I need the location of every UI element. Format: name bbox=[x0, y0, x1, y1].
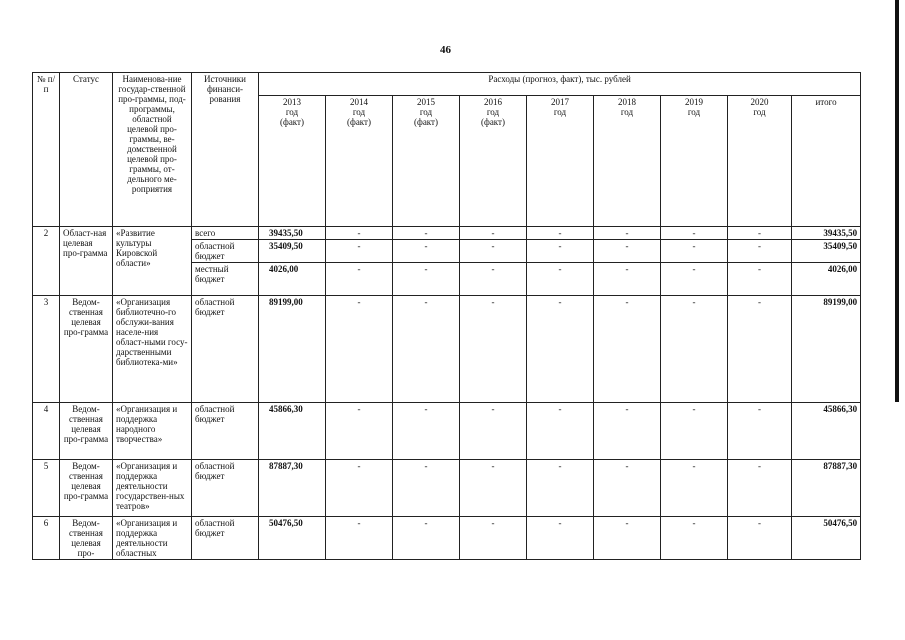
cell-2015: - bbox=[393, 403, 460, 460]
cell-2018: - bbox=[594, 227, 661, 240]
header-program-name: Наименова-ние государ-ственной про-граммы, под-программы, областной целевой про-граммы, ве-домственной целевой про-граммы, от-дельного ме-роприятия bbox=[113, 73, 192, 227]
cell-2018: - bbox=[594, 517, 661, 560]
cell-2014: - bbox=[326, 263, 393, 296]
header-year-2020: 2020 год bbox=[728, 96, 792, 227]
row-status: Област-ная целевая про-грамма bbox=[60, 227, 113, 296]
row-funding-source: всего bbox=[192, 227, 259, 240]
header-year-2019: 2019 год bbox=[661, 96, 728, 227]
cell-2014: - bbox=[326, 403, 393, 460]
cell-2018: - bbox=[594, 403, 661, 460]
scan-edge-bar bbox=[895, 0, 899, 402]
header-expenses: Расходы (прогноз, факт), тыс. рублей bbox=[259, 73, 861, 96]
cell-2017: - bbox=[527, 227, 594, 240]
header-funding-source: Источники финанси-рования bbox=[192, 73, 259, 227]
cell-2020: - bbox=[728, 240, 792, 263]
cell-2015: - bbox=[393, 517, 460, 560]
cell-2019: - bbox=[661, 263, 728, 296]
cell-2017: - bbox=[527, 517, 594, 560]
cell-2014: - bbox=[326, 460, 393, 517]
cell-2019: - bbox=[661, 227, 728, 240]
cell-2015: - bbox=[393, 240, 460, 263]
cell-2014: - bbox=[326, 227, 393, 240]
cell-2013: 45866,30 bbox=[259, 403, 326, 460]
header-year-2013: 2013 год (факт) bbox=[259, 96, 326, 227]
row-program-name: «Организация и поддержка деятельности областных bbox=[113, 517, 192, 560]
cell-total: 89199,00 bbox=[792, 296, 861, 403]
cell-2013: 89199,00 bbox=[259, 296, 326, 403]
cell-2019: - bbox=[661, 296, 728, 403]
cell-2020: - bbox=[728, 403, 792, 460]
cell-2020: - bbox=[728, 460, 792, 517]
row-num: 3 bbox=[33, 296, 60, 403]
row-num: 6 bbox=[33, 517, 60, 560]
cell-2015: - bbox=[393, 296, 460, 403]
cell-2013: 4026,00 bbox=[259, 263, 326, 296]
cell-2013: 39435,50 bbox=[259, 227, 326, 240]
header-total: итого bbox=[792, 96, 861, 227]
cell-2020: - bbox=[728, 227, 792, 240]
cell-total: 39435,50 bbox=[792, 227, 861, 240]
cell-2020: - bbox=[728, 263, 792, 296]
budget-table bbox=[32, 72, 861, 560]
row-program-name: «Организация и поддержка народного творчества» bbox=[113, 403, 192, 460]
table-row bbox=[33, 296, 861, 403]
cell-total: 50476,50 bbox=[792, 517, 861, 560]
cell-2013: 87887,30 bbox=[259, 460, 326, 517]
table-row bbox=[33, 227, 861, 240]
cell-2016: - bbox=[460, 517, 527, 560]
row-num: 4 bbox=[33, 403, 60, 460]
row-status: Ведом-ственная целевая про-грамма bbox=[60, 403, 113, 460]
row-funding-source: областной бюджет bbox=[192, 240, 259, 263]
cell-2013: 50476,50 bbox=[259, 517, 326, 560]
row-status: Ведом-ственная целевая про-грамма bbox=[60, 460, 113, 517]
cell-2017: - bbox=[527, 240, 594, 263]
cell-2017: - bbox=[527, 460, 594, 517]
table-row bbox=[33, 460, 861, 517]
row-num: 5 bbox=[33, 460, 60, 517]
table-row bbox=[33, 517, 861, 560]
header-num: № п/п bbox=[33, 73, 60, 227]
cell-2019: - bbox=[661, 403, 728, 460]
header-year-2017: 2017 год bbox=[527, 96, 594, 227]
cell-2017: - bbox=[527, 263, 594, 296]
cell-2014: - bbox=[326, 240, 393, 263]
cell-2020: - bbox=[728, 296, 792, 403]
cell-2017: - bbox=[527, 403, 594, 460]
cell-2016: - bbox=[460, 403, 527, 460]
table-row bbox=[33, 403, 861, 460]
cell-total: 35409,50 bbox=[792, 240, 861, 263]
cell-2019: - bbox=[661, 240, 728, 263]
row-status: Ведом-ственная целевая про-грамма bbox=[60, 296, 113, 403]
cell-2018: - bbox=[594, 240, 661, 263]
row-num: 2 bbox=[33, 227, 60, 296]
header-year-2014: 2014 год (факт) bbox=[326, 96, 393, 227]
cell-2014: - bbox=[326, 296, 393, 403]
page-number: 46 bbox=[440, 44, 451, 56]
row-funding-source: областной бюджет bbox=[192, 460, 259, 517]
cell-2019: - bbox=[661, 460, 728, 517]
row-program-name: «Организация библиотечно-го обслужи-вания населе-ния област-ными госу-дарственными библиотека-ми» bbox=[113, 296, 192, 403]
row-funding-source: местный бюджет bbox=[192, 263, 259, 296]
row-program-name: «Развитие культуры Кировской области» bbox=[113, 227, 192, 296]
cell-2015: - bbox=[393, 227, 460, 240]
cell-2013: 35409,50 bbox=[259, 240, 326, 263]
cell-2016: - bbox=[460, 240, 527, 263]
cell-2017: - bbox=[527, 296, 594, 403]
cell-2015: - bbox=[393, 263, 460, 296]
cell-2016: - bbox=[460, 460, 527, 517]
cell-2019: - bbox=[661, 517, 728, 560]
cell-total: 4026,00 bbox=[792, 263, 861, 296]
row-funding-source: областной бюджет bbox=[192, 296, 259, 403]
row-program-name: «Организация и поддержка деятельности государствен-ных театров» bbox=[113, 460, 192, 517]
cell-total: 45866,30 bbox=[792, 403, 861, 460]
cell-2018: - bbox=[594, 296, 661, 403]
cell-2016: - bbox=[460, 263, 527, 296]
cell-2018: - bbox=[594, 460, 661, 517]
header-year-2018: 2018 год bbox=[594, 96, 661, 227]
row-funding-source: областной бюджет bbox=[192, 403, 259, 460]
header-year-2015: 2015 год (факт) bbox=[393, 96, 460, 227]
header-row-1 bbox=[33, 73, 861, 96]
cell-2014: - bbox=[326, 517, 393, 560]
row-status: Ведом-ственная целевая про- bbox=[60, 517, 113, 560]
cell-2016: - bbox=[460, 227, 527, 240]
header-year-2016: 2016 год (факт) bbox=[460, 96, 527, 227]
cell-2018: - bbox=[594, 263, 661, 296]
cell-2015: - bbox=[393, 460, 460, 517]
cell-total: 87887,30 bbox=[792, 460, 861, 517]
header-status: Статус bbox=[60, 73, 113, 227]
cell-2016: - bbox=[460, 296, 527, 403]
row-funding-source: областной бюджет bbox=[192, 517, 259, 560]
cell-2020: - bbox=[728, 517, 792, 560]
